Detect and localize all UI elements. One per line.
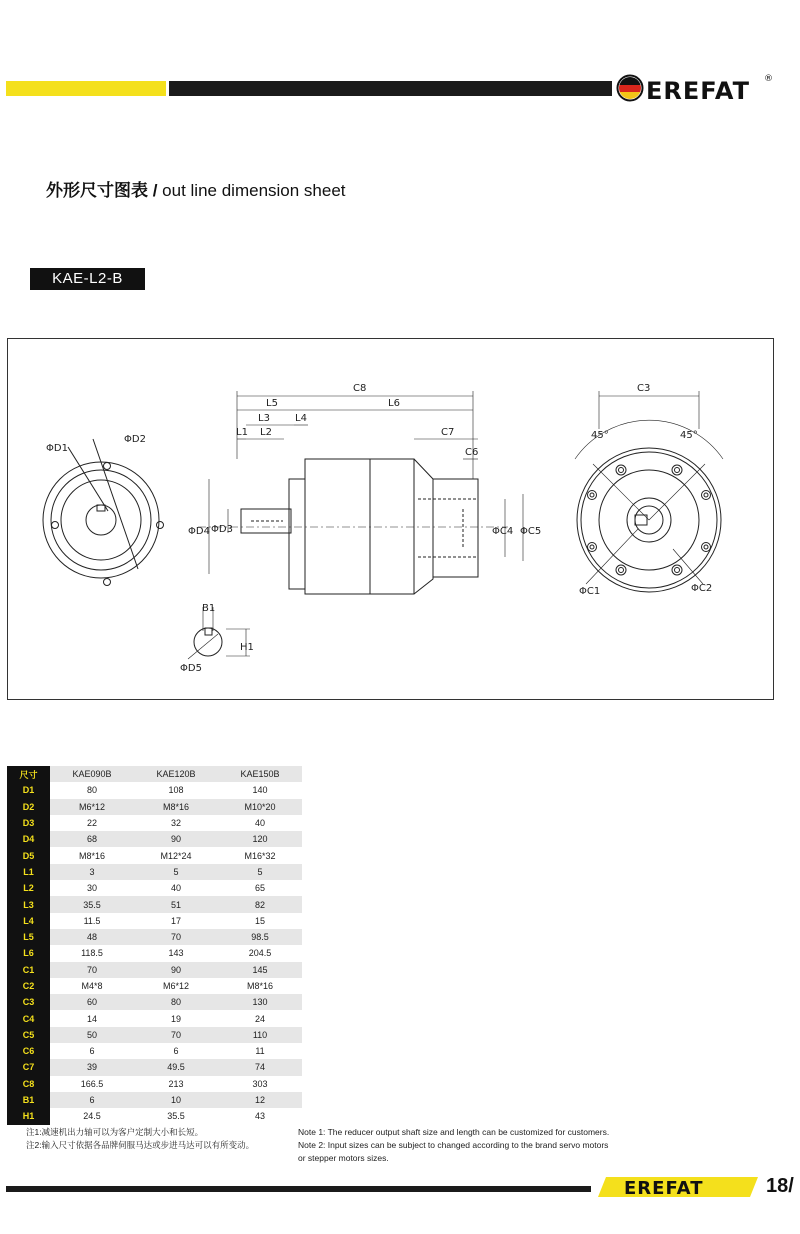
row-key: L6 <box>7 945 50 961</box>
label-d5: ΦD5 <box>180 663 202 674</box>
title-en: out line dimension sheet <box>157 181 346 200</box>
table-row <box>7 896 302 912</box>
table-cell: M12*24 <box>134 847 218 863</box>
table-cell: M8*16 <box>50 847 134 863</box>
dimension-drawing <box>7 338 774 700</box>
page-title <box>46 176 346 201</box>
gearbox-side-view <box>198 391 523 594</box>
table-body <box>7 782 302 1124</box>
table-cell: 70 <box>134 1027 218 1043</box>
note-en-2: Note 2: Input sizes can be subject to changed according to the brand servo motors <box>298 1140 609 1150</box>
table-cell: 90 <box>134 962 218 978</box>
table-row <box>7 1092 302 1108</box>
table-cell: 22 <box>50 815 134 831</box>
registered-mark: ® <box>764 74 773 84</box>
table-cell: 40 <box>218 815 302 831</box>
table-cell: 70 <box>50 962 134 978</box>
label-c8: C8 <box>353 383 367 394</box>
table-cell: M8*16 <box>134 799 218 815</box>
label-d3: ΦD3 <box>211 524 233 535</box>
column-header: KAE150B <box>218 766 302 782</box>
table-row <box>7 1043 302 1059</box>
table-row <box>7 782 302 798</box>
table-cell: 68 <box>50 831 134 847</box>
table-row <box>7 962 302 978</box>
table-row <box>7 1027 302 1043</box>
table-cell: 49.5 <box>134 1059 218 1075</box>
row-key: D1 <box>7 782 50 798</box>
table-cell: M16*32 <box>218 847 302 863</box>
label-c1: ΦC1 <box>579 586 601 597</box>
label-angle-left: 45° <box>591 430 609 441</box>
table-cell: 43 <box>218 1108 302 1124</box>
header-bar <box>169 81 612 96</box>
table-cell: 24 <box>218 1010 302 1026</box>
table-cell: 30 <box>50 880 134 896</box>
brand-wordmark: EREFAT <box>646 77 750 105</box>
table-row <box>7 831 302 847</box>
row-key: C1 <box>7 962 50 978</box>
table-cell: M8*16 <box>218 978 302 994</box>
table-row <box>7 929 302 945</box>
table-cell: 12 <box>218 1092 302 1108</box>
table-cell: 65 <box>218 880 302 896</box>
column-header: KAE120B <box>134 766 218 782</box>
footer-logo <box>598 1175 758 1199</box>
row-key: L2 <box>7 880 50 896</box>
table-corner-header: 尺寸 <box>7 766 50 782</box>
table-cell: 3 <box>50 864 134 880</box>
title-cn: 外形尺寸图表 / <box>46 181 158 200</box>
note-cn-2: 注2:输入尺寸依据各品牌伺服马达或步进马达可以有所变动。 <box>26 1140 255 1150</box>
row-key: L3 <box>7 896 50 912</box>
table-row <box>7 978 302 994</box>
table-cell: 35.5 <box>134 1108 218 1124</box>
table-row <box>7 864 302 880</box>
label-c3: C3 <box>637 383 651 394</box>
row-key: H1 <box>7 1108 50 1124</box>
table-cell: 15 <box>218 913 302 929</box>
table-cell: 6 <box>50 1043 134 1059</box>
label-l2: L2 <box>260 427 272 438</box>
output-flange-view <box>43 439 164 586</box>
table-row <box>7 815 302 831</box>
label-c4: ΦC4 <box>492 526 514 537</box>
table-cell: 130 <box>218 994 302 1010</box>
table-row <box>7 1108 302 1124</box>
label-b1: B1 <box>202 603 216 614</box>
header-accent-bar <box>6 81 166 96</box>
table-cell: 48 <box>50 929 134 945</box>
row-key: D4 <box>7 831 50 847</box>
row-key: L1 <box>7 864 50 880</box>
table-cell: 140 <box>218 782 302 798</box>
label-angle-right: 45° <box>680 430 698 441</box>
table-cell: M6*12 <box>50 799 134 815</box>
table-cell: 10 <box>134 1092 218 1108</box>
row-key: C2 <box>7 978 50 994</box>
brand-logo <box>616 70 796 106</box>
footer-wordmark: EREFAT <box>624 1178 704 1199</box>
label-c7: C7 <box>441 427 455 438</box>
label-h1: H1 <box>240 642 254 653</box>
note-cn-1: 注1:减速机出力轴可以为客户定制大小和长短。 <box>26 1127 204 1137</box>
label-c5: ΦC5 <box>520 526 542 537</box>
table-cell: 24.5 <box>50 1108 134 1124</box>
table-cell: 108 <box>134 782 218 798</box>
table-cell: 14 <box>50 1010 134 1026</box>
table-cell: 5 <box>134 864 218 880</box>
row-key: D5 <box>7 847 50 863</box>
row-key: C4 <box>7 1010 50 1026</box>
table-cell: 213 <box>134 1076 218 1092</box>
row-key: C6 <box>7 1043 50 1059</box>
row-key: D2 <box>7 799 50 815</box>
model-tag: KAE-L2-B <box>30 268 145 290</box>
table-cell: 60 <box>50 994 134 1010</box>
label-l4: L4 <box>295 413 307 424</box>
label-l5: L5 <box>266 398 278 409</box>
input-flange-view <box>575 391 723 592</box>
table-row <box>7 1076 302 1092</box>
table-cell: 6 <box>134 1043 218 1059</box>
dimension-table <box>7 766 302 1125</box>
table-cell: M4*8 <box>50 978 134 994</box>
table-cell: M10*20 <box>218 799 302 815</box>
table-header-row <box>7 766 302 782</box>
table-cell: M6*12 <box>134 978 218 994</box>
table-row <box>7 847 302 863</box>
table-cell: 80 <box>50 782 134 798</box>
note-en-1: Note 1: The reducer output shaft size and length can be customized for customers. <box>298 1127 610 1137</box>
table-cell: 70 <box>134 929 218 945</box>
table-cell: 118.5 <box>50 945 134 961</box>
table-cell: 74 <box>218 1059 302 1075</box>
table-row <box>7 1010 302 1026</box>
drawing-canvas <box>8 339 773 699</box>
label-d2: ΦD2 <box>124 434 146 445</box>
table-cell: 17 <box>134 913 218 929</box>
row-key: C3 <box>7 994 50 1010</box>
label-l3: L3 <box>258 413 270 424</box>
table-cell: 143 <box>134 945 218 961</box>
table-cell: 6 <box>50 1092 134 1108</box>
table-cell: 11 <box>218 1043 302 1059</box>
table-cell: 204.5 <box>218 945 302 961</box>
label-c2: ΦC2 <box>691 583 713 594</box>
table-cell: 39 <box>50 1059 134 1075</box>
label-d1: ΦD1 <box>46 443 68 454</box>
table-cell: 110 <box>218 1027 302 1043</box>
table-cell: 40 <box>134 880 218 896</box>
column-header: KAE090B <box>50 766 134 782</box>
label-c6: C6 <box>465 447 479 458</box>
table-cell: 50 <box>50 1027 134 1043</box>
table-cell: 32 <box>134 815 218 831</box>
table-cell: 166.5 <box>50 1076 134 1092</box>
row-key: D3 <box>7 815 50 831</box>
row-key: C8 <box>7 1076 50 1092</box>
table-row <box>7 945 302 961</box>
footer-bar <box>6 1186 591 1192</box>
table-cell: 5 <box>218 864 302 880</box>
table-cell: 51 <box>134 896 218 912</box>
table-cell: 80 <box>134 994 218 1010</box>
table-row <box>7 880 302 896</box>
label-d4: ΦD4 <box>188 526 210 537</box>
table-row <box>7 913 302 929</box>
table-cell: 145 <box>218 962 302 978</box>
label-l6: L6 <box>388 398 400 409</box>
page-number: 18/ <box>766 1175 794 1197</box>
table-cell: 11.5 <box>50 913 134 929</box>
table-cell: 303 <box>218 1076 302 1092</box>
table-cell: 120 <box>218 831 302 847</box>
row-key: L4 <box>7 913 50 929</box>
row-key: L5 <box>7 929 50 945</box>
row-key: B1 <box>7 1092 50 1108</box>
table-cell: 98.5 <box>218 929 302 945</box>
note-en-3: or stepper motors sizes. <box>298 1153 389 1163</box>
table-row <box>7 994 302 1010</box>
table-row <box>7 1059 302 1075</box>
table-cell: 90 <box>134 831 218 847</box>
row-key: C5 <box>7 1027 50 1043</box>
row-key: C7 <box>7 1059 50 1075</box>
label-l1: L1 <box>236 427 248 438</box>
table-row <box>7 799 302 815</box>
table-cell: 82 <box>218 896 302 912</box>
table-cell: 35.5 <box>50 896 134 912</box>
table-cell: 19 <box>134 1010 218 1026</box>
